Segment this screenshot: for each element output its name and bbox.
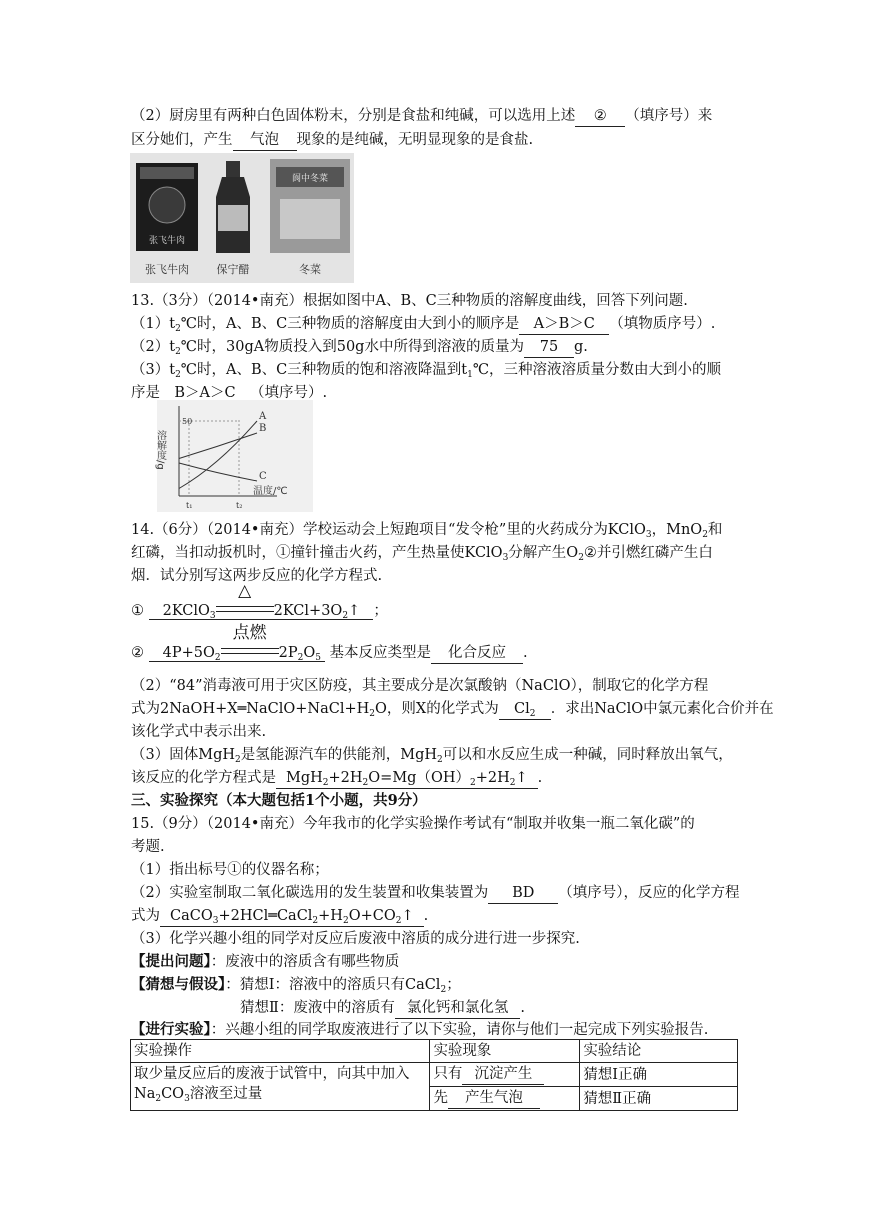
operation-line2	[134, 1084, 426, 1104]
q14-p3-answer	[276, 768, 538, 789]
q13-text: g.	[573, 339, 588, 355]
q14-sub: 3	[645, 530, 652, 540]
q14-eq-text: 基本反应类型是	[329, 645, 432, 661]
q14-eq-text: 2P	[278, 645, 298, 661]
q13-text: ℃，三种溶液溶质量分数由大到小的顺	[472, 362, 722, 378]
q12-answer-1: ②	[575, 106, 625, 127]
q14-text: O=Mg（OH）	[368, 770, 470, 786]
q14-eq-text: 4P+5O	[162, 645, 215, 661]
q14-sub: 2	[529, 709, 536, 719]
q13-text: （3）t	[131, 362, 176, 378]
q14-eq-text: .	[523, 645, 528, 661]
q15-answer-device: BD	[488, 883, 558, 904]
q14-sub: 2	[214, 653, 221, 663]
photo-box-text-1: 张飞牛肉	[148, 236, 186, 246]
q13-text: ℃时，30gA物质投入到50g水中所得到溶液的质量为	[180, 339, 524, 355]
q14-text: 式为2NaOH+X═NaClO+NaCl+H	[131, 701, 370, 717]
q14-text: ．求出NaClO中氯元素化合价并在	[550, 701, 774, 717]
q12-text: （填序号）来	[625, 108, 713, 124]
q14-sub: 2	[342, 611, 349, 621]
q14-p3-line1	[131, 745, 733, 765]
q13-text: （填物质序号）.	[609, 316, 716, 332]
q14-sub: 2	[702, 530, 708, 540]
series-C-label: C	[259, 471, 267, 482]
q15-text: Na	[134, 1086, 156, 1102]
q14-text: O，则X的化学式为	[375, 701, 499, 717]
gas-arrow: ↑	[515, 770, 528, 786]
q14-text: MgH	[286, 770, 323, 786]
table-cell-conclusion: 猜想Ⅱ正确	[580, 1087, 738, 1111]
series-C-line	[179, 463, 257, 481]
q15-text: ；	[446, 977, 461, 993]
q14-p2-line1: （2）“84”消毒液可用于灾区防疫，其主要成分是次氯酸钠（NaClO），制取它的化学方程	[131, 678, 709, 694]
q15-text: +2HCl═CaCl	[218, 908, 313, 924]
q15-text: CO	[161, 1086, 185, 1102]
q15-sub: 2	[342, 916, 349, 926]
q14-text: .	[537, 770, 543, 786]
q14-sub: 2	[322, 778, 329, 788]
q14-sub: 3	[209, 611, 216, 621]
q14-text: ，MnO	[651, 522, 703, 538]
section-3-title: 三、实验探究（本大题包括1个小题，共9分）	[131, 792, 427, 809]
q14-eq-num: ②	[131, 645, 144, 661]
q14-sub: 2	[469, 778, 476, 788]
q15-sub3: （3）化学兴趣小组的同学对反应后废液中溶质的成分进行进一步探究.	[131, 931, 580, 947]
q14-text: Cl	[513, 701, 530, 717]
q15-text: +H	[318, 908, 343, 924]
q13-head: 13.（3分）（2014•南充）根据如图中A、B、C三种物质的溶解度曲线，回答下列问题.	[131, 293, 688, 309]
solubility-chart	[154, 400, 313, 512]
series-B-label: B	[259, 423, 267, 434]
phenomenon-answer-1: 沉淀产生	[462, 1064, 544, 1085]
q14-eq2-answer	[149, 623, 325, 663]
q13-text: ℃时，A、B、C三种物质的饱和溶液降温到t	[180, 362, 468, 378]
q15-text: 猜想Ⅱ：废液中的溶质有	[240, 1000, 395, 1016]
double-line	[221, 648, 279, 654]
heat-condition: △	[238, 581, 252, 601]
q13-text: （填序号）.	[250, 385, 328, 401]
table-cell-operation	[131, 1063, 430, 1111]
y-tick-label: 50	[182, 417, 193, 426]
q15-label: 【猜想与假设】	[131, 976, 226, 993]
q14-p3-line2	[131, 768, 542, 789]
q15-text: .	[423, 908, 429, 924]
table-cell-phenomenon	[430, 1063, 580, 1087]
q14-equation-2	[131, 623, 528, 664]
q15-text: 先	[433, 1090, 448, 1106]
series-B-line	[179, 433, 257, 459]
q15-experiment	[131, 1020, 708, 1040]
table-header: 实验结论	[580, 1040, 738, 1063]
q12-text: 区分她们，产生	[131, 132, 233, 148]
q15-text: .	[520, 1000, 525, 1016]
q14-eq1-arrow	[216, 581, 274, 621]
table-cell-conclusion: 猜想Ⅰ正确	[580, 1063, 738, 1087]
q15-text: O+CO	[348, 908, 396, 924]
q15-head2: 考题.	[131, 839, 165, 855]
q13-text: ℃时，A、B、C三种物质的溶解度由大到小的顺序是	[180, 316, 520, 332]
q14-sub: 2	[369, 709, 375, 719]
q15-label: 【提出问题】	[131, 953, 211, 970]
q14-reaction-type: 化合反应	[431, 643, 523, 664]
q14-text: 分解产生O	[508, 545, 579, 561]
q12-text: 现象的是纯碱，无明显现象的是食盐.	[296, 132, 534, 148]
table-header: 实验操作	[131, 1040, 430, 1063]
q13-answer-3: B＞A＞C	[160, 383, 250, 404]
q15-text: ：兴趣小组的同学取废液进行了以下实验，请你与他们一起完成下列实验报告.	[210, 1022, 709, 1038]
q14-p2-answer	[499, 699, 551, 720]
q14-eq-num: ①	[131, 603, 144, 619]
q14-sub: 2	[362, 778, 369, 788]
series-A-label: A	[259, 411, 267, 422]
q14-equation-1	[131, 581, 388, 621]
q15-sub: 3	[184, 1094, 190, 1104]
q15-text: 只有	[433, 1066, 463, 1082]
q12-answer-2: 气泡	[233, 130, 297, 151]
q15-text: 式为	[131, 908, 160, 924]
q15-text: （填序号），反应的化学方程	[558, 885, 740, 901]
photo-box-text-2: 阆中冬菜	[291, 174, 329, 184]
photo-caption-2: 保宁醋	[216, 263, 250, 276]
q13-text: 序是	[131, 385, 160, 401]
q15-label: 【进行实验】	[131, 1021, 211, 1038]
q14-sub: 2	[578, 553, 584, 563]
q14-eq2-arrow	[221, 623, 279, 663]
q14-text: 该反应的化学方程式是	[131, 770, 276, 786]
q15-text: ：猜想Ⅰ：溶液中的溶质只有CaCl	[225, 977, 441, 993]
q14-eq1-answer	[149, 581, 374, 621]
q14-text: 可以和水反应生成一种碱，同时释放出氧气，	[442, 747, 733, 763]
q14-text: 和	[707, 522, 723, 538]
q14-eq-text: ；	[373, 603, 388, 619]
q15-guess1	[131, 975, 461, 995]
q14-text: 红磷，当扣动扳机时，①撞针撞击火药，产生热量使KClO	[131, 545, 503, 561]
gas-arrow: ↑	[348, 603, 361, 619]
q14-sub: 2	[235, 755, 241, 765]
q15-sub: 2	[395, 916, 402, 926]
x-axis-label: 温度/℃	[253, 486, 288, 497]
q14-text: （3）固体MgH	[131, 747, 235, 763]
q15-sub: 2	[312, 916, 319, 926]
q13-sub1	[131, 314, 715, 335]
y-axis-label: 溶解度/g	[154, 430, 166, 470]
q13-sub: 1	[467, 370, 473, 380]
q15-head1: 15.（9分）（2014•南充）今年我市的化学实验操作考试有“制取并收集一瓶二氧化碳”的	[131, 816, 695, 832]
q15-guess2-answer: 氯化钙和氯化氢	[395, 998, 521, 1019]
table-header: 实验现象	[430, 1040, 580, 1063]
q15-text: CaCO	[170, 908, 213, 924]
q15-sub2	[131, 883, 739, 904]
x-tick-label: t₁	[186, 501, 193, 510]
q13-sub2	[131, 337, 588, 358]
q14-text: +2H	[475, 770, 510, 786]
food-photo	[130, 153, 354, 283]
q13-sub: 2	[175, 347, 181, 357]
q14-head2	[131, 543, 713, 563]
q14-eq-text: 2KCl+3O	[273, 603, 343, 619]
q14-text: 是氢能源汽车的供能剂，MgH	[240, 747, 438, 763]
q15-guess2	[240, 998, 525, 1019]
q14-eq-text: O	[303, 645, 316, 661]
q15-sub1: （1）指出标号①的仪器名称；	[131, 862, 329, 878]
q13-text: （2）t	[131, 339, 176, 355]
q15-text: ：废液中的溶质含有哪些物质	[210, 954, 400, 970]
q15-answer-equation	[160, 906, 424, 927]
photo-caption-3: 冬菜	[299, 263, 321, 276]
q14-text: 14.（6分）（2014•南充）学校运动会上短跑项目“发令枪”里的火药成分为KClO	[131, 522, 646, 538]
table-cell-phenomenon	[430, 1087, 580, 1111]
q12-line1	[131, 106, 712, 127]
q14-head3: 烟．试分别写这两步反应的化学方程式.	[131, 568, 383, 584]
table-header-row	[131, 1040, 738, 1063]
q12-line2	[131, 130, 533, 151]
q14-eq-text: 2KClO	[162, 603, 210, 619]
q14-text: +2H	[328, 770, 363, 786]
q14-text: ②并引燃红磷产生白	[583, 545, 713, 561]
q15-text: （2）实验室制取二氧化碳选用的发生装置和收集装置为	[131, 885, 489, 901]
q15-sub: 2	[155, 1094, 162, 1104]
q13-sub: 2	[175, 324, 181, 334]
phenomenon-answer-2: 产生气泡	[448, 1088, 540, 1109]
q13-answer-1: A＞B＞C	[519, 314, 609, 335]
q14-sub: 2	[297, 653, 304, 663]
q14-p2-line2	[131, 699, 774, 720]
q15-sub: 2	[440, 985, 447, 995]
operation-line1: 取少量反应后的废液于试管中，向其中加入	[134, 1066, 410, 1082]
q14-sub: 2	[509, 778, 516, 788]
q15-sub2-eq	[131, 906, 428, 927]
q13-sub3	[131, 360, 721, 380]
q14-sub: 5	[315, 653, 321, 663]
q12-text: （2）厨房里有两种白色固体粉末，分别是食盐和纯碱，可以选用上述	[131, 108, 576, 124]
q14-sub: 2	[437, 755, 443, 765]
q15-ask	[131, 952, 399, 972]
q13-sub: 2	[175, 370, 181, 380]
q15-sub: 3	[212, 916, 219, 926]
q14-head1	[131, 520, 722, 540]
table-row	[131, 1063, 738, 1087]
q14-p2-line3: 该化学式中表示出来.	[131, 724, 267, 740]
double-line	[216, 606, 274, 612]
x-tick-label: t₂	[236, 501, 243, 510]
q15-text: 溶液至过量	[189, 1086, 263, 1102]
ignite-condition: 点燃	[232, 623, 267, 643]
gas-arrow: ↑	[401, 908, 414, 924]
q14-sub: 3	[502, 553, 509, 563]
photo-caption-1: 张飞牛肉	[145, 263, 189, 276]
q13-answer-2: 75	[524, 337, 574, 358]
experiment-report-table	[130, 1039, 738, 1111]
q13-text: （1）t	[131, 316, 176, 332]
